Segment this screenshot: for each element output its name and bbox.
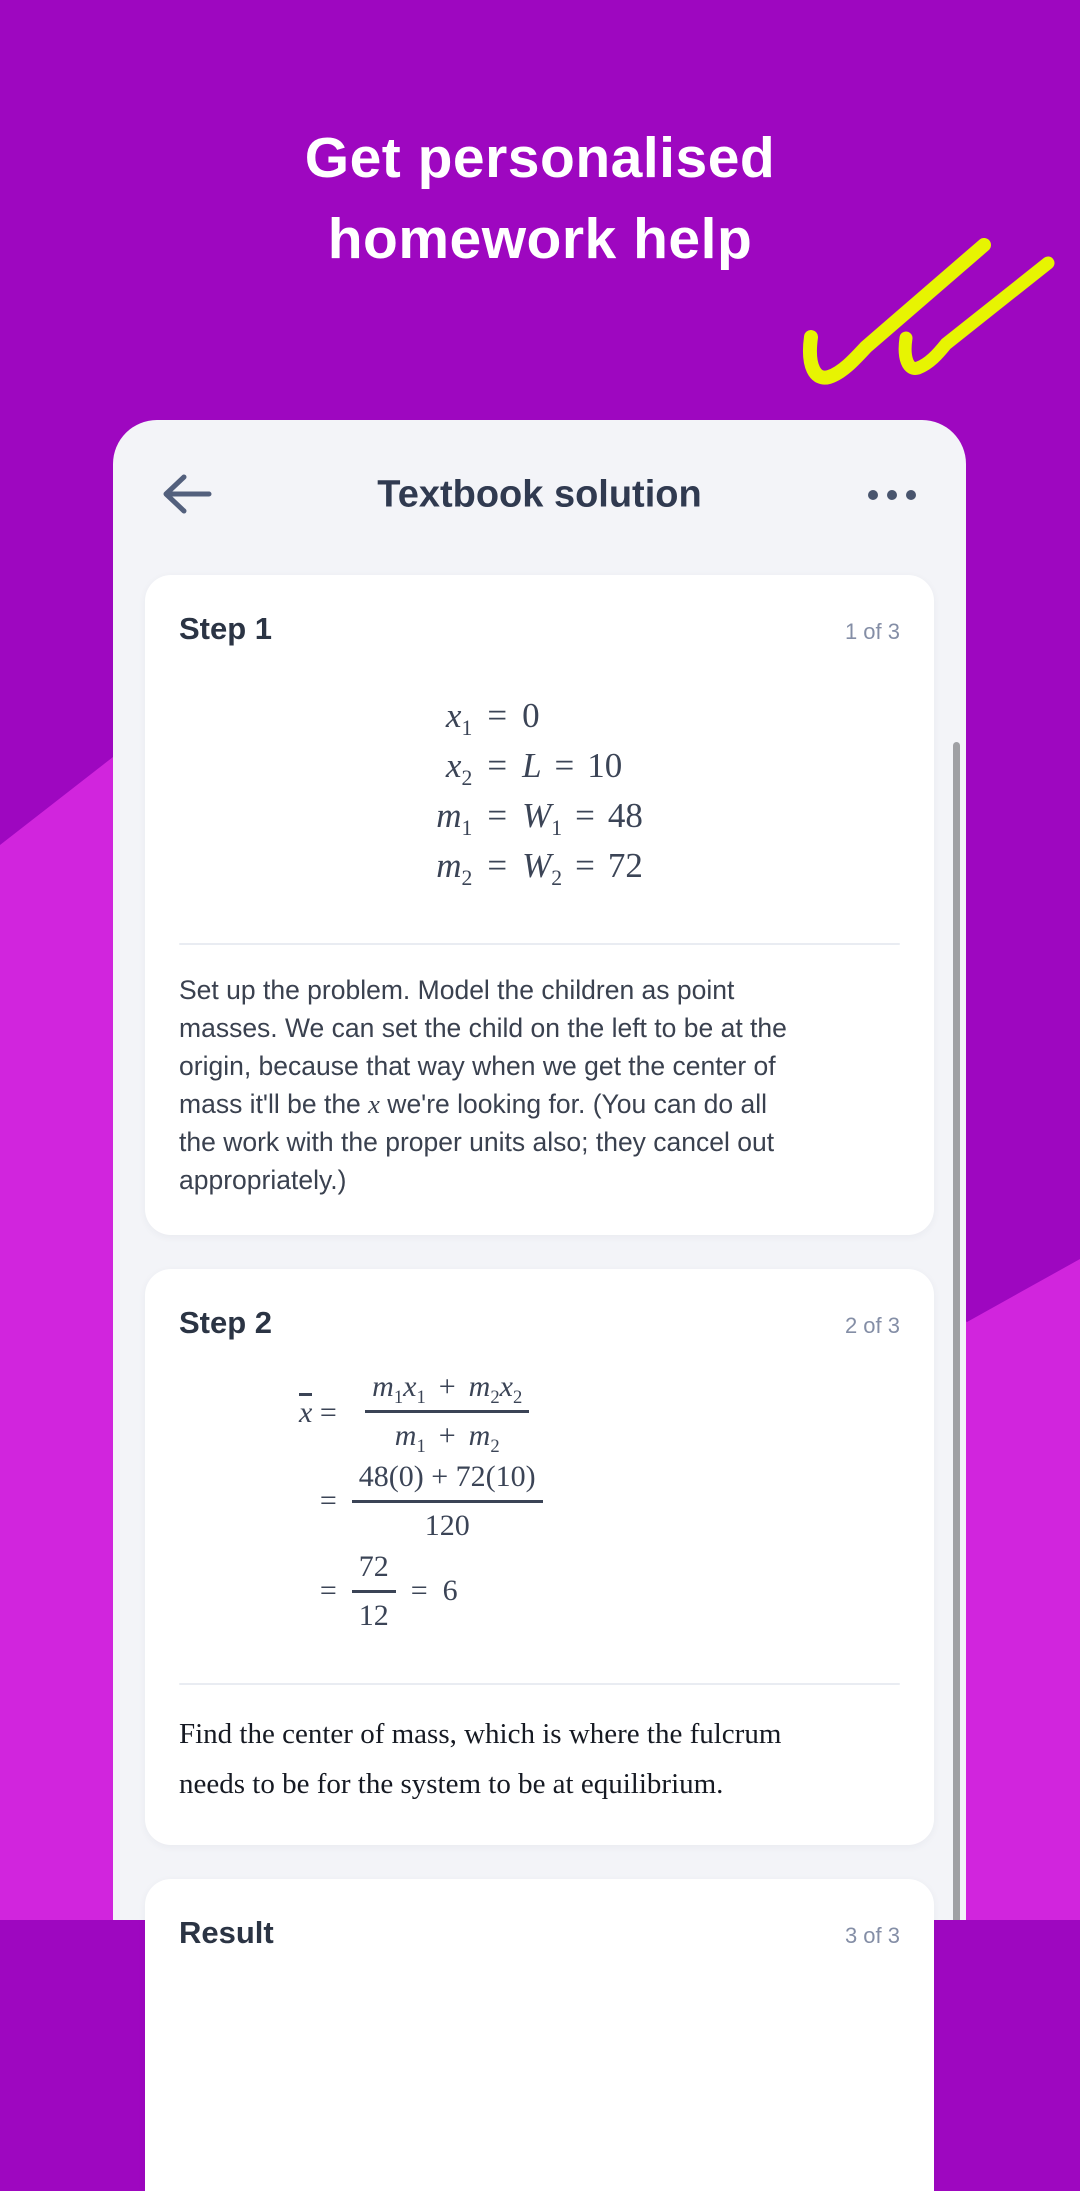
double-checkmark-doodle-icon [782,226,1080,416]
more-menu-button[interactable] [862,484,922,506]
step2-progress-badge: 2 of 3 [844,1313,900,1338]
sheet-header [113,420,966,570]
step2-title: Step 2 [179,1305,273,1340]
fraction-symbolic: $\frac{m_1x_1 + m_2x_2}{m_1 + m_2}$ [352,1371,543,1451]
steps-list [113,570,966,2191]
inline-math-x: x [368,1089,380,1119]
step1-progress-badge: 1 of 3 [844,619,900,644]
scrollbar-thumb[interactable] [953,742,960,1920]
result-progress-badge: 3 of 3 [844,1923,900,1948]
divider [179,1683,900,1685]
step1-title: Step 1 [179,611,273,646]
step1-card [145,575,934,1235]
fraction-result: $\frac{72}{12}$ [352,1551,396,1631]
result-card [145,1879,934,2191]
three-dots-icon [868,490,878,500]
divider [179,943,900,945]
result-title: Result [179,1915,274,1950]
step2-card [145,1269,934,1845]
step2-header [179,1305,900,1341]
step1-equations: $x_1$ = 0 $x_2$ = L = 10 $m_1$ = $W_1 = 48$ $m_2$ = $W_2 = 72$ [436,696,643,890]
fraction-numeric: $\frac{48(0) + 72(10)}{120}$ [352,1461,543,1541]
step2-explanation: Find the center of mass, which is where the fulcrum needs to be for the system to be at equilibrium. [179,1718,782,1800]
result-header [179,1915,900,1951]
hero-title-line1: Get personalised [304,126,776,190]
page-title: Textbook solution [377,473,702,516]
solution-sheet [113,420,966,1950]
hero-title-line2: homework help [327,207,753,271]
step1-header [179,611,900,647]
step1-explanation: Set up the problem. Model the children as point masses. We can set the child on the left to be at the origin, because that way when we get the center of mass it'll be the x we're looking for. (You can do all the work with the proper units also; they cancel out appropriately.) [179,975,787,1195]
step2-equations: x = $\frac{m_1x_1 + m_2x_2}{m_1 + m_2}$ = $\frac{48(0) + 72(10)}{120}$ = $\frac{72}{12}$ = 6 [299,1371,543,1631]
